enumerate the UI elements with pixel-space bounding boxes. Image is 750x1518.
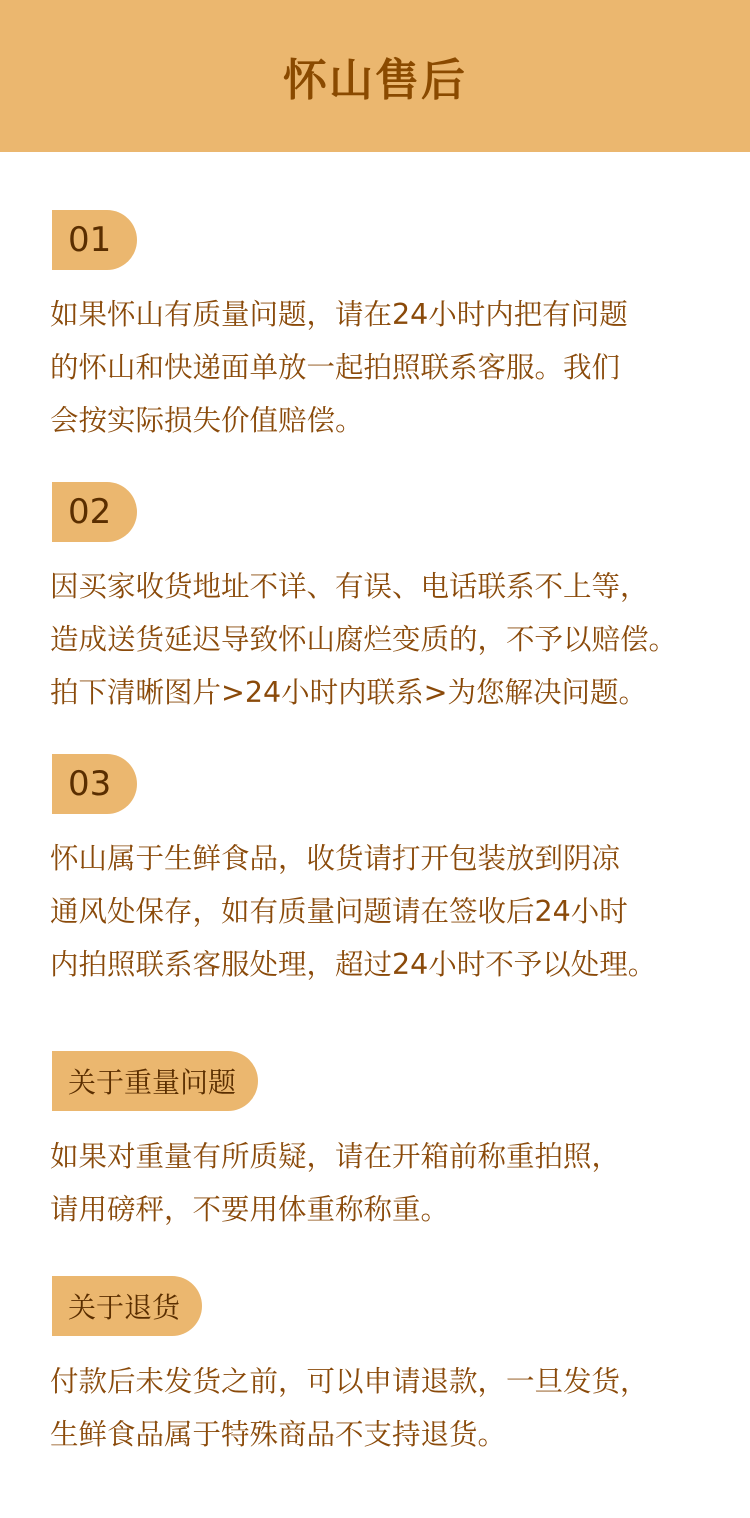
- text-line: 内拍照联系客服处理，超过24小时不予以处理。: [50, 948, 657, 981]
- section-badge-returns: [52, 1276, 202, 1336]
- section-text-01: [50, 288, 740, 447]
- page-header: [0, 0, 750, 152]
- text-line: 请用磅秤，不要用体重称称重。: [50, 1193, 450, 1226]
- section-badge-label: 02: [68, 492, 112, 532]
- section-badge-03: [52, 754, 137, 814]
- page-title: 怀山售后: [283, 55, 467, 106]
- text-line: 如果怀山有质量问题，请在24小时内把有问题: [50, 298, 628, 331]
- section-text-returns: [50, 1355, 740, 1461]
- section-text-03: [50, 832, 740, 991]
- section-badge-label: 01: [68, 220, 112, 260]
- text-line: 会按实际损失价值赔偿。: [50, 404, 364, 437]
- text-line: 通风处保存，如有质量问题请在签收后24小时: [50, 895, 628, 928]
- text-line: 生鲜食品属于特殊商品不支持退货。: [50, 1418, 507, 1451]
- section-badge-label: 关于退货: [68, 1291, 181, 1324]
- section-badge-label: 关于重量问题: [68, 1066, 237, 1099]
- section-text-02: [50, 560, 740, 719]
- section-text-weight: [50, 1130, 740, 1236]
- section-badge-02: [52, 482, 137, 542]
- text-line: 怀山属于生鲜食品，收货请打开包装放到阴凉: [50, 842, 621, 875]
- text-line: 因买家收货地址不详、有误、电话联系不上等，: [50, 570, 649, 603]
- text-line: 的怀山和快递面单放一起拍照联系客服。我们: [50, 351, 621, 384]
- text-line: 付款后未发货之前，可以申请退款，一旦发货，: [50, 1365, 649, 1398]
- text-line: 造成送货延迟导致怀山腐烂变质的，不予以赔偿。: [50, 623, 678, 656]
- section-badge-label: 03: [68, 764, 112, 804]
- text-line: 拍下清晰图片>24小时内联系>为您解决问题。: [50, 676, 648, 709]
- section-badge-weight: [52, 1051, 258, 1111]
- section-badge-01: [52, 210, 137, 270]
- text-line: 如果对重量有所质疑，请在开箱前称重拍照，: [50, 1140, 621, 1173]
